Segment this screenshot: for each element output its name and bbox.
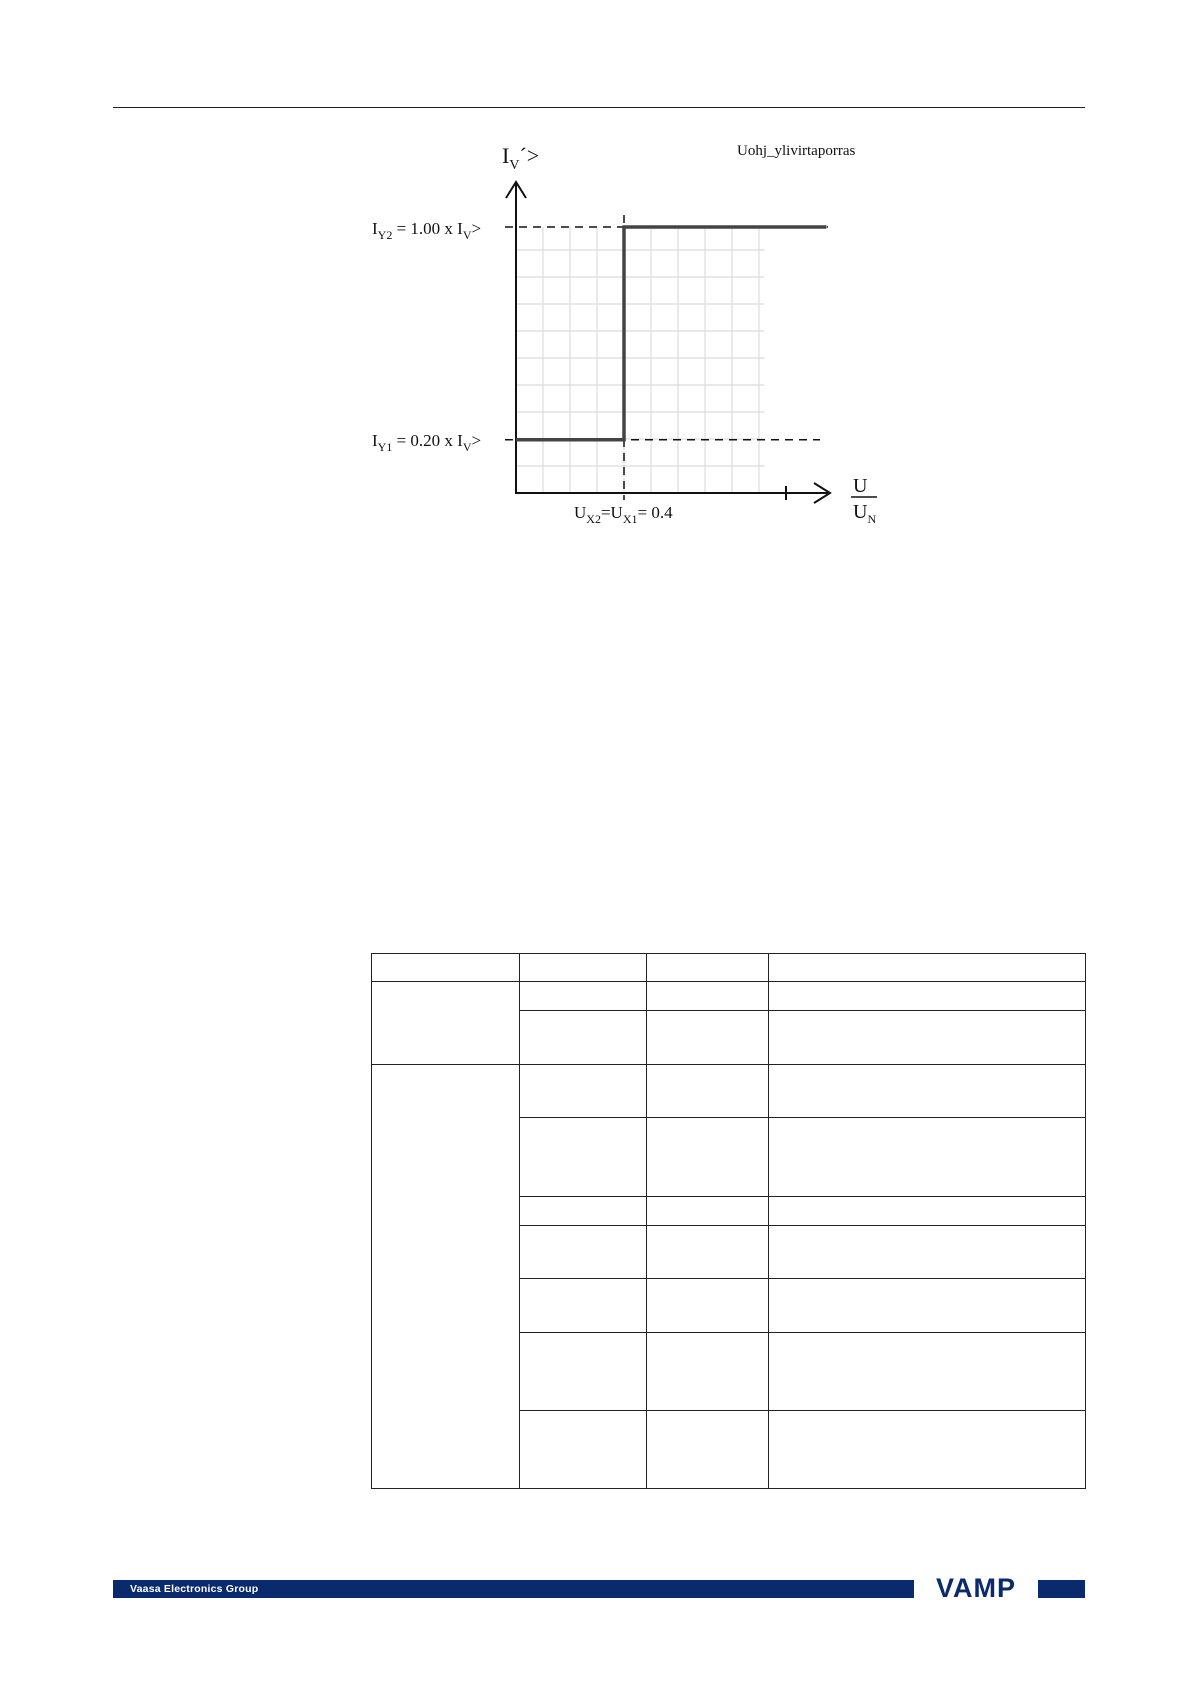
table-cell <box>647 1065 769 1118</box>
y-axis-label: $I_V´>$ <box>502 143 540 173</box>
footer-brand: Vaasa Electronics Group <box>130 1583 259 1595</box>
table-cell <box>520 1118 647 1197</box>
x-axis-label-numerator: U <box>853 475 868 497</box>
table-cell <box>520 1226 647 1279</box>
table-cell <box>769 1226 1086 1279</box>
chart <box>0 0 1190 560</box>
table-cell <box>520 1279 647 1333</box>
label-iy2: $I_{Y2} = 1.00$ x $I_V>$ <box>372 219 482 242</box>
table-cell <box>647 1279 769 1333</box>
table-cell <box>520 954 647 982</box>
chart-title <box>737 143 855 159</box>
table-cell <box>769 1011 1086 1065</box>
table-cell <box>372 1065 520 1489</box>
table-cell <box>520 982 647 1011</box>
table-cell <box>647 1118 769 1197</box>
table-cell <box>769 954 1086 982</box>
table-header-row <box>372 954 1086 982</box>
table-cell <box>769 982 1086 1011</box>
settings-table <box>371 953 1086 1489</box>
table-cell <box>647 1333 769 1411</box>
table-row <box>372 982 1086 1011</box>
table-cell <box>520 1411 647 1489</box>
table-cell <box>520 1197 647 1226</box>
label-ux: $U_{X2}=U_{X1}= 0.4$ <box>574 503 673 526</box>
table-cell <box>647 1226 769 1279</box>
table-cell <box>769 1333 1086 1411</box>
label-iy1: $I_{Y1} = 0.20$ x $I_V>$ <box>372 431 482 454</box>
table-cell <box>769 1065 1086 1118</box>
table-cell <box>769 1279 1086 1333</box>
table-cell <box>769 1411 1086 1489</box>
table-cell <box>372 982 520 1065</box>
chart-title-text: Uohj_ylivirtaporras <box>737 143 856 159</box>
table-cell <box>647 1011 769 1065</box>
table-cell <box>647 982 769 1011</box>
vamp-logo <box>914 1573 1038 1603</box>
series-curve <box>516 227 827 440</box>
table-cell <box>520 1011 647 1065</box>
table-row <box>372 1065 1086 1118</box>
table-cell <box>647 1411 769 1489</box>
table-cell <box>647 1197 769 1226</box>
chart-grid <box>516 227 764 493</box>
table-cell <box>769 1118 1086 1197</box>
table-cell <box>769 1197 1086 1226</box>
x-axis-label-denominator: $U_N$ <box>853 501 877 526</box>
table-cell <box>647 954 769 982</box>
vamp-logo-text: VAMP <box>935 1573 1016 1603</box>
table-cell <box>372 954 520 982</box>
table-cell <box>520 1333 647 1411</box>
table-cell <box>520 1065 647 1118</box>
